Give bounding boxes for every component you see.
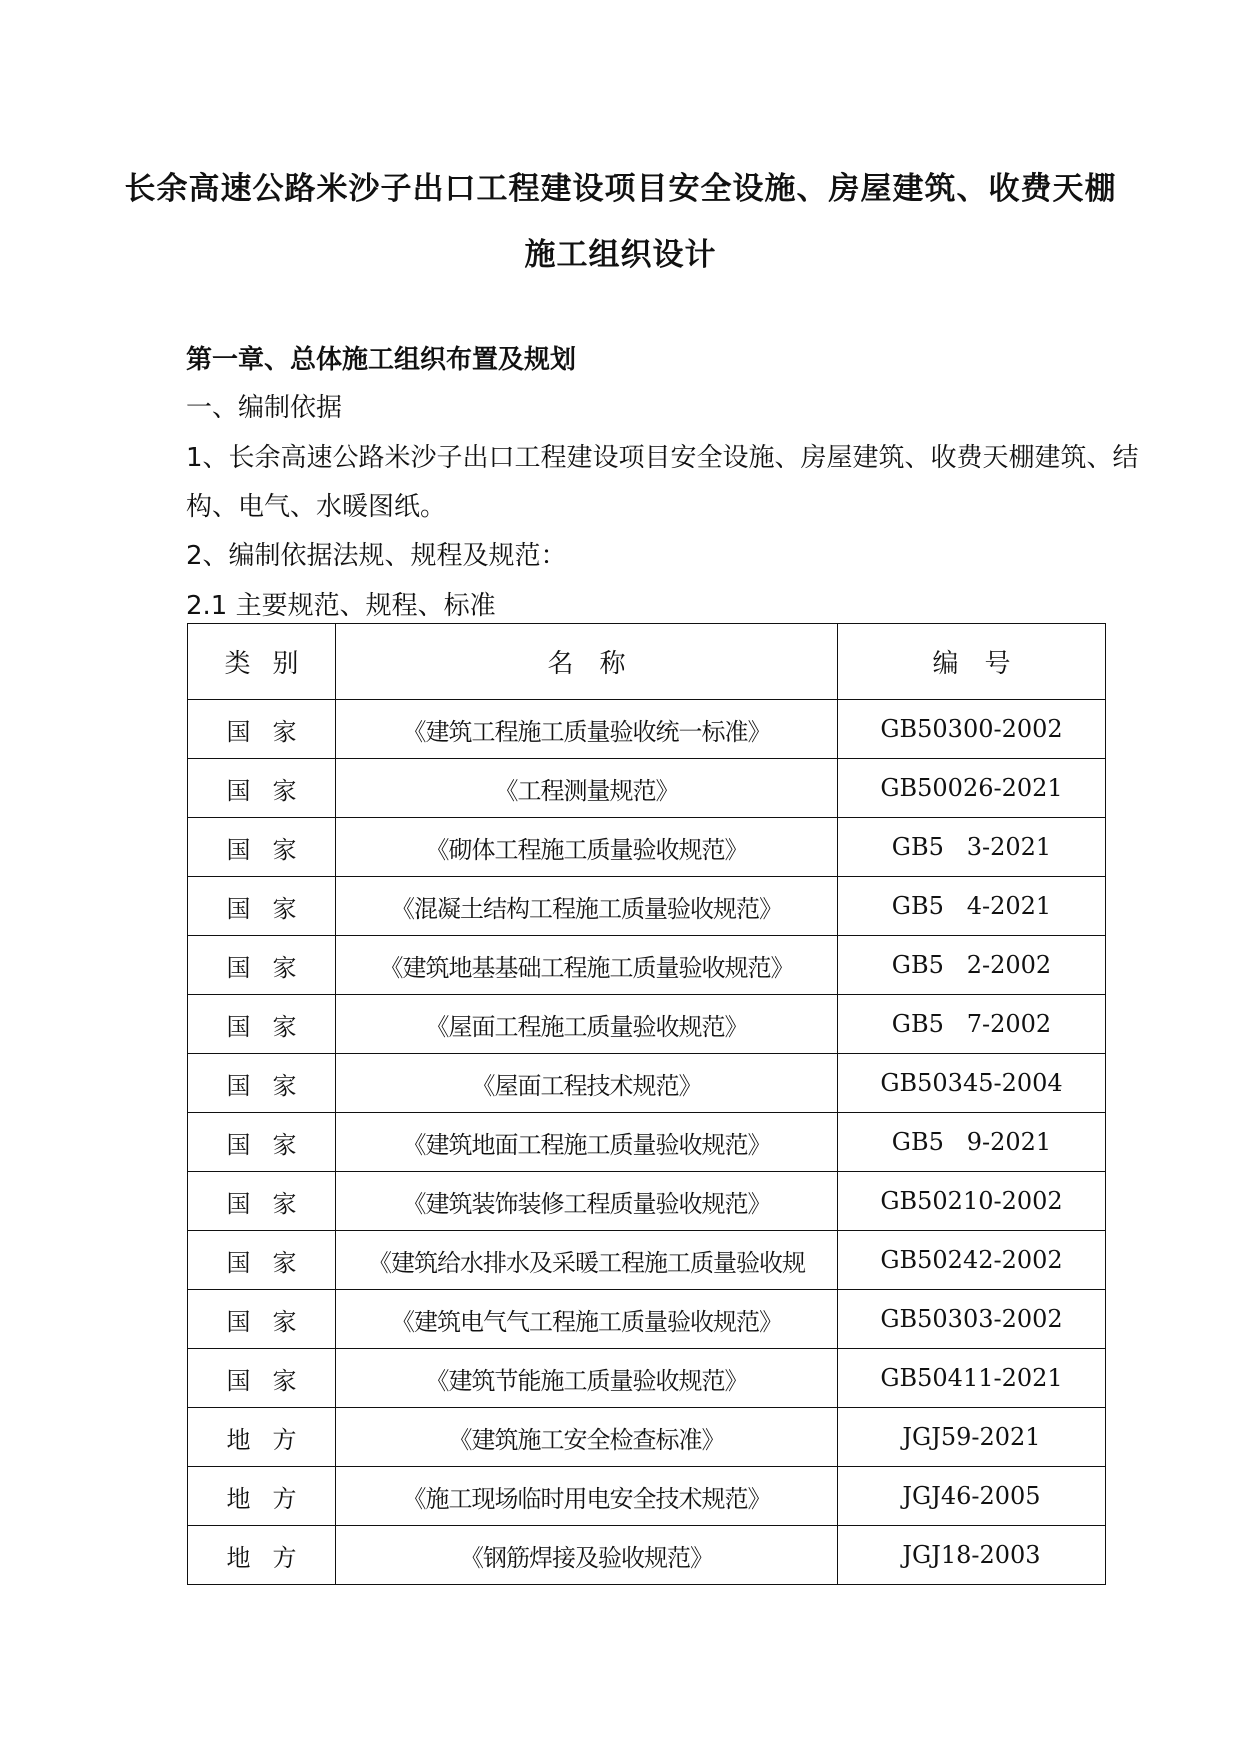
cell-category xyxy=(188,936,336,995)
cell-name-text: 《建筑装饰装修工程质量验收规范》 xyxy=(402,1189,771,1218)
cell-name-text: 《建筑节能施工质量验收规范》 xyxy=(425,1366,748,1395)
item-1-line-2: 构、电气、水暖图纸。 xyxy=(186,492,447,522)
cell-code xyxy=(838,1526,1106,1585)
cell-code-text: GB50026-2021 xyxy=(880,774,1063,802)
cell-category-text: 地方 xyxy=(226,1543,319,1572)
cell-category-text: 国家 xyxy=(226,717,319,746)
header-category: 类别 xyxy=(188,624,336,700)
document-title-line-1: 长余高速公路米沙子出口工程建设项目安全设施、房屋建筑、收费天棚 xyxy=(124,171,1117,207)
cell-code-text: GB5 9-2021 xyxy=(891,1128,1052,1156)
cell-name xyxy=(336,818,838,877)
standards-table xyxy=(187,623,1106,1585)
cell-name-text: 《屋面工程施工质量验收规范》 xyxy=(425,1012,748,1041)
chapter-heading: 第一章、总体施工组织布置及规划 xyxy=(186,345,577,375)
cell-name xyxy=(336,995,838,1054)
cell-category-text: 国家 xyxy=(226,1248,319,1277)
table-row xyxy=(188,1113,1106,1172)
item-1-line-1: 1、长余高速公路米沙子出口工程建设项目安全设施、房屋建筑、收费天棚建筑、结 xyxy=(186,443,1139,473)
cell-code xyxy=(838,1113,1106,1172)
cell-code-text: JGJ46-2005 xyxy=(902,1482,1041,1510)
cell-category xyxy=(188,1290,336,1349)
cell-name-text: 《施工现场临时用电安全技术规范》 xyxy=(402,1484,771,1513)
cell-code-text: GB50303-2002 xyxy=(880,1305,1063,1333)
cell-category xyxy=(188,818,336,877)
table-row xyxy=(188,1231,1106,1290)
table-row xyxy=(188,1172,1106,1231)
cell-code-text: GB5 2-2002 xyxy=(891,951,1052,979)
cell-category xyxy=(188,1231,336,1290)
cell-code-text: GB50345-2004 xyxy=(880,1069,1063,1097)
cell-category xyxy=(188,1349,336,1408)
cell-code xyxy=(838,1349,1106,1408)
cell-category-text: 国家 xyxy=(226,1307,319,1336)
table-header-row xyxy=(188,624,1106,700)
cell-name xyxy=(336,1113,838,1172)
cell-code xyxy=(838,995,1106,1054)
cell-name xyxy=(336,759,838,818)
cell-name xyxy=(336,936,838,995)
table-row xyxy=(188,759,1106,818)
cell-code-text: GB50242-2002 xyxy=(880,1246,1063,1274)
cell-category-text: 国家 xyxy=(226,894,319,923)
table-row xyxy=(188,877,1106,936)
cell-name-text: 《建筑工程施工质量验收统一标准》 xyxy=(402,717,771,746)
cell-code-text: GB50411-2021 xyxy=(880,1364,1063,1392)
cell-name-text: 《砌体工程施工质量验收规范》 xyxy=(425,835,748,864)
cell-category xyxy=(188,995,336,1054)
cell-code xyxy=(838,1172,1106,1231)
cell-category xyxy=(188,1408,336,1467)
cell-category xyxy=(188,877,336,936)
cell-category-text: 国家 xyxy=(226,1071,319,1100)
cell-name xyxy=(336,877,838,936)
cell-category xyxy=(188,1113,336,1172)
header-name: 名称 xyxy=(336,624,838,700)
cell-code xyxy=(838,700,1106,759)
cell-category-text: 地方 xyxy=(226,1484,319,1513)
cell-name xyxy=(336,1467,838,1526)
table-row xyxy=(188,700,1106,759)
table-row xyxy=(188,936,1106,995)
cell-name xyxy=(336,1054,838,1113)
cell-code xyxy=(838,1231,1106,1290)
cell-category-text: 国家 xyxy=(226,1130,319,1159)
table-row xyxy=(188,818,1106,877)
table-row xyxy=(188,1349,1106,1408)
cell-category-text: 国家 xyxy=(226,776,319,805)
section-heading: 一、编制依据 xyxy=(186,393,343,423)
cell-code-text: GB5 3-2021 xyxy=(891,833,1052,861)
cell-category xyxy=(188,1526,336,1585)
cell-code-text: GB5 7-2002 xyxy=(891,1010,1052,1038)
cell-category-text: 地方 xyxy=(226,1425,319,1454)
cell-name-text: 《工程测量规范》 xyxy=(494,776,679,805)
cell-code xyxy=(838,877,1106,936)
table-row xyxy=(188,1290,1106,1349)
document-title-line-2: 施工组织设计 xyxy=(524,237,717,273)
cell-category-text: 国家 xyxy=(226,953,319,982)
cell-name-text: 《钢筋焊接及验收规范》 xyxy=(460,1543,713,1572)
cell-code xyxy=(838,1467,1106,1526)
cell-category xyxy=(188,1172,336,1231)
table-row xyxy=(188,995,1106,1054)
cell-code xyxy=(838,1290,1106,1349)
table-row xyxy=(188,1408,1106,1467)
cell-category-text: 国家 xyxy=(226,1012,319,1041)
cell-name-text: 《混凝土结构工程施工质量验收规范》 xyxy=(391,894,782,923)
cell-code xyxy=(838,759,1106,818)
cell-category xyxy=(188,700,336,759)
cell-code-text: JGJ18-2003 xyxy=(902,1541,1041,1569)
item-2: 2、编制依据法规、规程及规范： xyxy=(186,541,567,571)
cell-name-text: 《建筑地基基础工程施工质量验收规范》 xyxy=(379,953,794,982)
table-row xyxy=(188,1467,1106,1526)
item-2-1: 2.1 主要规范、规程、标准 xyxy=(186,591,496,621)
cell-name-text: 《建筑给水排水及采暖工程施工质量验收规 xyxy=(368,1248,805,1277)
header-code: 编号 xyxy=(838,624,1106,700)
cell-name xyxy=(336,1172,838,1231)
cell-name xyxy=(336,1526,838,1585)
cell-code xyxy=(838,1054,1106,1113)
cell-category-text: 国家 xyxy=(226,835,319,864)
cell-code-text: GB50210-2002 xyxy=(880,1187,1063,1215)
cell-name-text: 《建筑施工安全检查标准》 xyxy=(448,1425,725,1454)
cell-category xyxy=(188,1467,336,1526)
cell-code-text: JGJ59-2021 xyxy=(902,1423,1041,1451)
table-row xyxy=(188,1526,1106,1585)
cell-code xyxy=(838,818,1106,877)
cell-name xyxy=(336,1231,838,1290)
cell-category xyxy=(188,1054,336,1113)
cell-category-text: 国家 xyxy=(226,1189,319,1218)
cell-code-text: GB50300-2002 xyxy=(880,715,1063,743)
cell-name-text: 《建筑电气气工程施工质量验收规范》 xyxy=(391,1307,782,1336)
cell-category xyxy=(188,759,336,818)
cell-name-text: 《建筑地面工程施工质量验收规范》 xyxy=(402,1130,771,1159)
cell-name xyxy=(336,1408,838,1467)
cell-name xyxy=(336,1290,838,1349)
cell-code xyxy=(838,936,1106,995)
cell-name-text: 《屋面工程技术规范》 xyxy=(471,1071,702,1100)
cell-name xyxy=(336,1349,838,1408)
cell-code xyxy=(838,1408,1106,1467)
cell-code-text: GB5 4-2021 xyxy=(891,892,1052,920)
cell-category-text: 国家 xyxy=(226,1366,319,1395)
table-row xyxy=(188,1054,1106,1113)
cell-name xyxy=(336,700,838,759)
